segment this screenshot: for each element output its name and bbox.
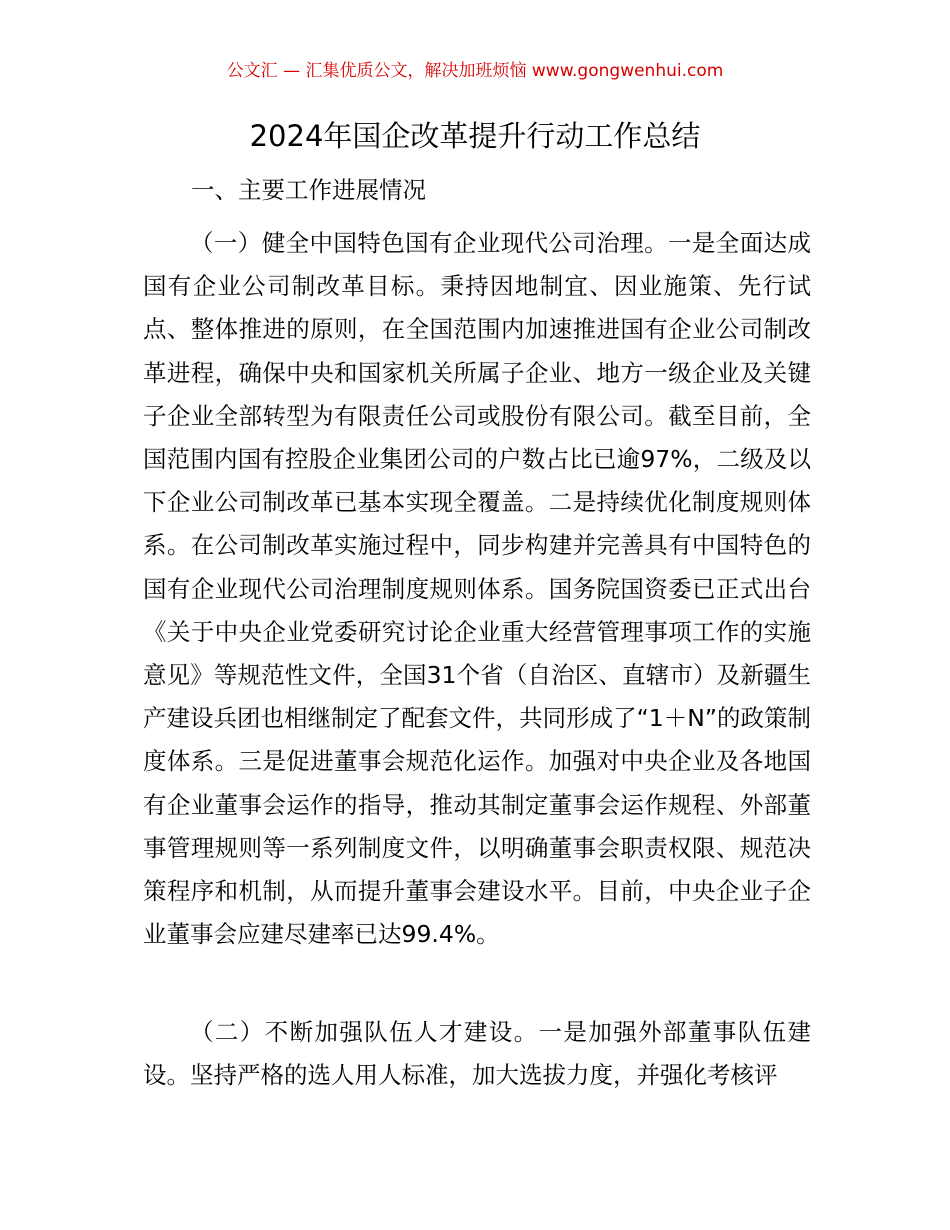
- body-paragraph: （一）健全中国特色国有企业现代公司治理。一是全面达成国有企业公司制改革目标。秉持因地制宜、因业施策、先行试点、整体推进的原则，在全国范围内加速推进国有企业公司制改革进程，确保中央和国家机关所属子企业、地方一级企业及关键子企业全部转型为有限责任公司或股份有限公司。截至目前，全国范围内国有控股企业集团公司的户数占比已逾97%，二级及以下企业公司制改革已基本实现全覆盖。二是持续优化制度规则体系。在公司制改革实施过程中，同步构建并完善具有中国特色的国有企业现代公司治理制度规则体系。国务院国资委已正式出台《关于中央企业党委研究讨论企业重大经营管理事项工作的实施意见》等规范性文件，全国31个省（自治区、直辖市）及新疆生产建设兵团也相继制定了配套文件，共同形成了“1＋N”的政策制度体系。三是促进董事会规范化运作。加强对中央企业及各地国有企业董事会运作的指导，推动其制定董事会运作规程、外部董事管理规则等一系列制度文件，以明确董事会职责权限、规范决策程序和机制，从而提升董事会建设水平。目前，中央企业子企业董事会应建尽建率已达99.4%。: [143, 229, 811, 949]
- body-paragraph: （二）不断加强队伍人才建设。一是加强外部董事队伍建设。坚持严格的选人用人标准，加大选拔力度，并强化考核评: [143, 1018, 811, 1090]
- document-title: 2024年国企改革提升行动工作总结: [249, 119, 701, 153]
- section-heading: 一、主要工作进展情况: [191, 176, 426, 204]
- watermark-header: 公文汇 — 汇集优质公文，解决加班烦恼 www.gongwenhui.com: [226, 61, 724, 81]
